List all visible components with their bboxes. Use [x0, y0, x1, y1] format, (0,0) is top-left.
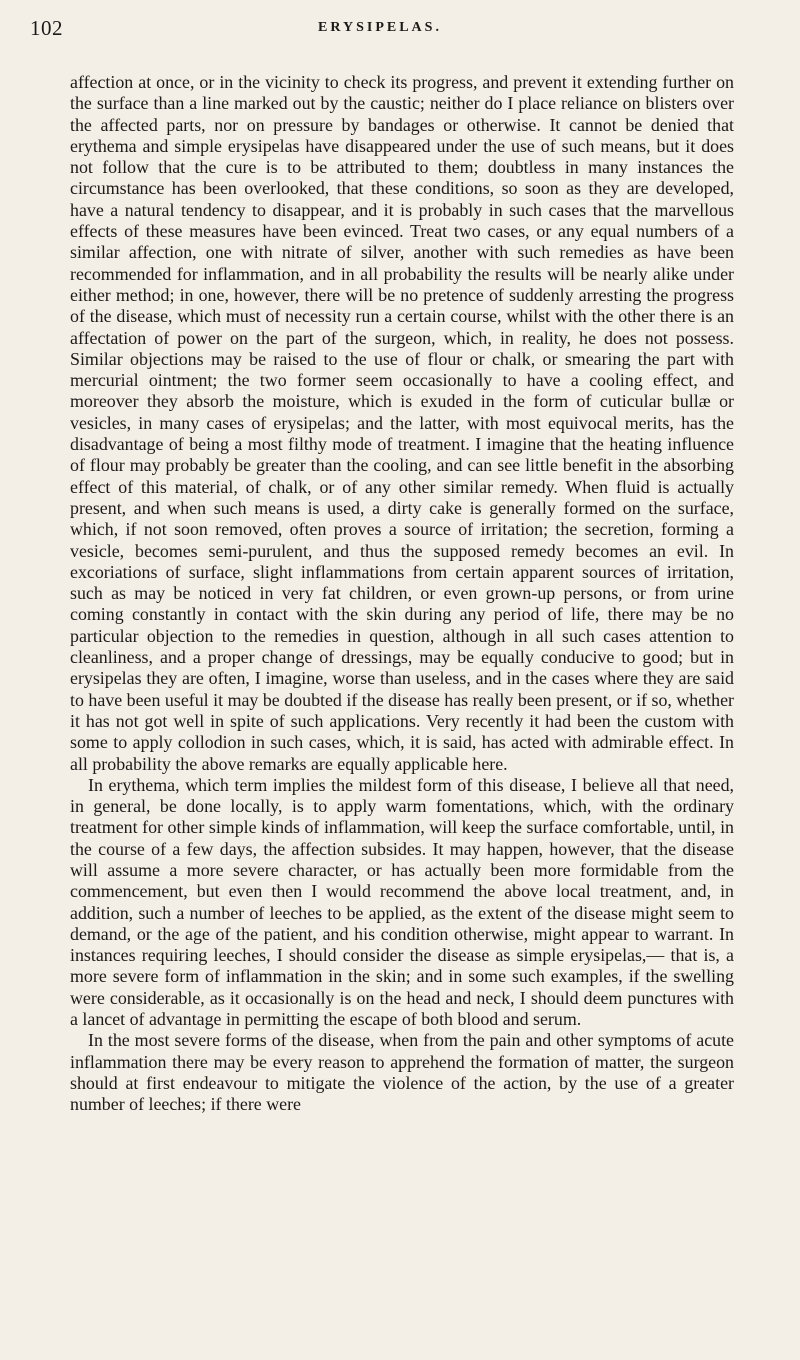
paragraph-3: In the most severe forms of the disease, when from the pain and other symptoms of acute inflammation there may be every reason to apprehend the formation of matter, the surgeon should at first endeavour to mitigate the violence of the action, by the use of a greater number of leeches; if there were [70, 1030, 734, 1115]
page-number: 102 [30, 16, 63, 40]
page-header [30, 16, 730, 44]
body-text [70, 72, 734, 1116]
running-title: ERYSIPELAS. [318, 20, 442, 35]
paragraph-1: affection at once, or in the vicinity to check its progress, and prevent it extending further on the surface than a line marked out by the caustic; neither do I place reliance on blisters over the affected parts, nor on pressure by bandages or otherwise. It cannot be denied that erythema and simple erysipelas have disappeared under the use of such means, but it does not follow that the cure is to be attributed to them; doubtless in many instances the circumstance has been overlooked, that these conditions, so soon as they are developed, have a natural tendency to disappear, and it is probably in such cases that the marvellous effects of these measures have been evinced. Treat two cases, or any equal numbers of a similar affection, one with nitrate of silver, another with such remedies as have been recommended for inflammation, and in all probability the results will be nearly alike under either method; in one, however, there will be no pretence of suddenly arresting the progress of the disease, which must of necessity run a certain course, whilst with the other there is an affectation of power on the part of the surgeon, which, in reality, he does not possess. Similar objections may be raised to the use of flour or chalk, or smearing the part with mercurial ointment; the two former seem occasionally to have a cooling effect, and moreover they absorb the moisture, which is exuded in the form of cuticular bullæ or vesicles, in many cases of erysipelas; and the latter, with most equivocal merits, has the disadvantage of being a most filthy mode of treatment. I imagine that the heating influence of flour may probably be greater than the cooling, and can see little benefit in the absorbing effect of this material, of chalk, or of any other similar remedy. When fluid is actually present, and when such means is used, a dirty cake is generally formed on the surface, which, if not soon removed, often proves a source of irritation; the secretion, forming a vesicle, becomes semi-purulent, and thus the supposed remedy becomes an evil. In excoriations of surface, slight inflammations from certain apparent sources of irritation, such as may be noticed in very fat children, or even grown-up persons, or from urine coming constantly in contact with the skin during any period of life, there may be no particular objection to the remedies in question, although in all such cases attention to cleanliness, and a proper change of dressings, may be equally conducive to good; but in erysipelas they are often, I imagine, worse than useless, and in the cases where they are said to have been useful it may be doubted if the disease has really been present, or if so, whether it has not got well in spite of such applications. Very recently it had been the custom with some to apply collodion in such cases, which, it is said, has acted with admirable effect. In all probability the above remarks are equally applicable here. [70, 72, 734, 774]
paragraph-2: In erythema, which term implies the mildest form of this disease, I believe all that need, in general, be done locally, is to apply warm fomentations, which, with the ordinary treatment for other simple kinds of inflammation, will keep the surface comfortable, until, in the course of a few days, the affection subsides. It may happen, however, that the disease will assume a more severe character, or has actually been more formidable from the commencement, but even then I would recommend the above local treatment, and, in addition, such a number of leeches to be applied, as the extent of the disease might seem to demand, or the age of the patient, and his condition otherwise, might appear to warrant. In instances requiring leeches, I should consider the disease as simple erysipelas,— that is, a more severe form of inflammation in the skin; and in some such examples, if the swelling were considerable, as it occasionally is on the head and neck, I should deem punctures with a lancet of advantage in permitting the escape of both blood and serum. [70, 774, 734, 1030]
